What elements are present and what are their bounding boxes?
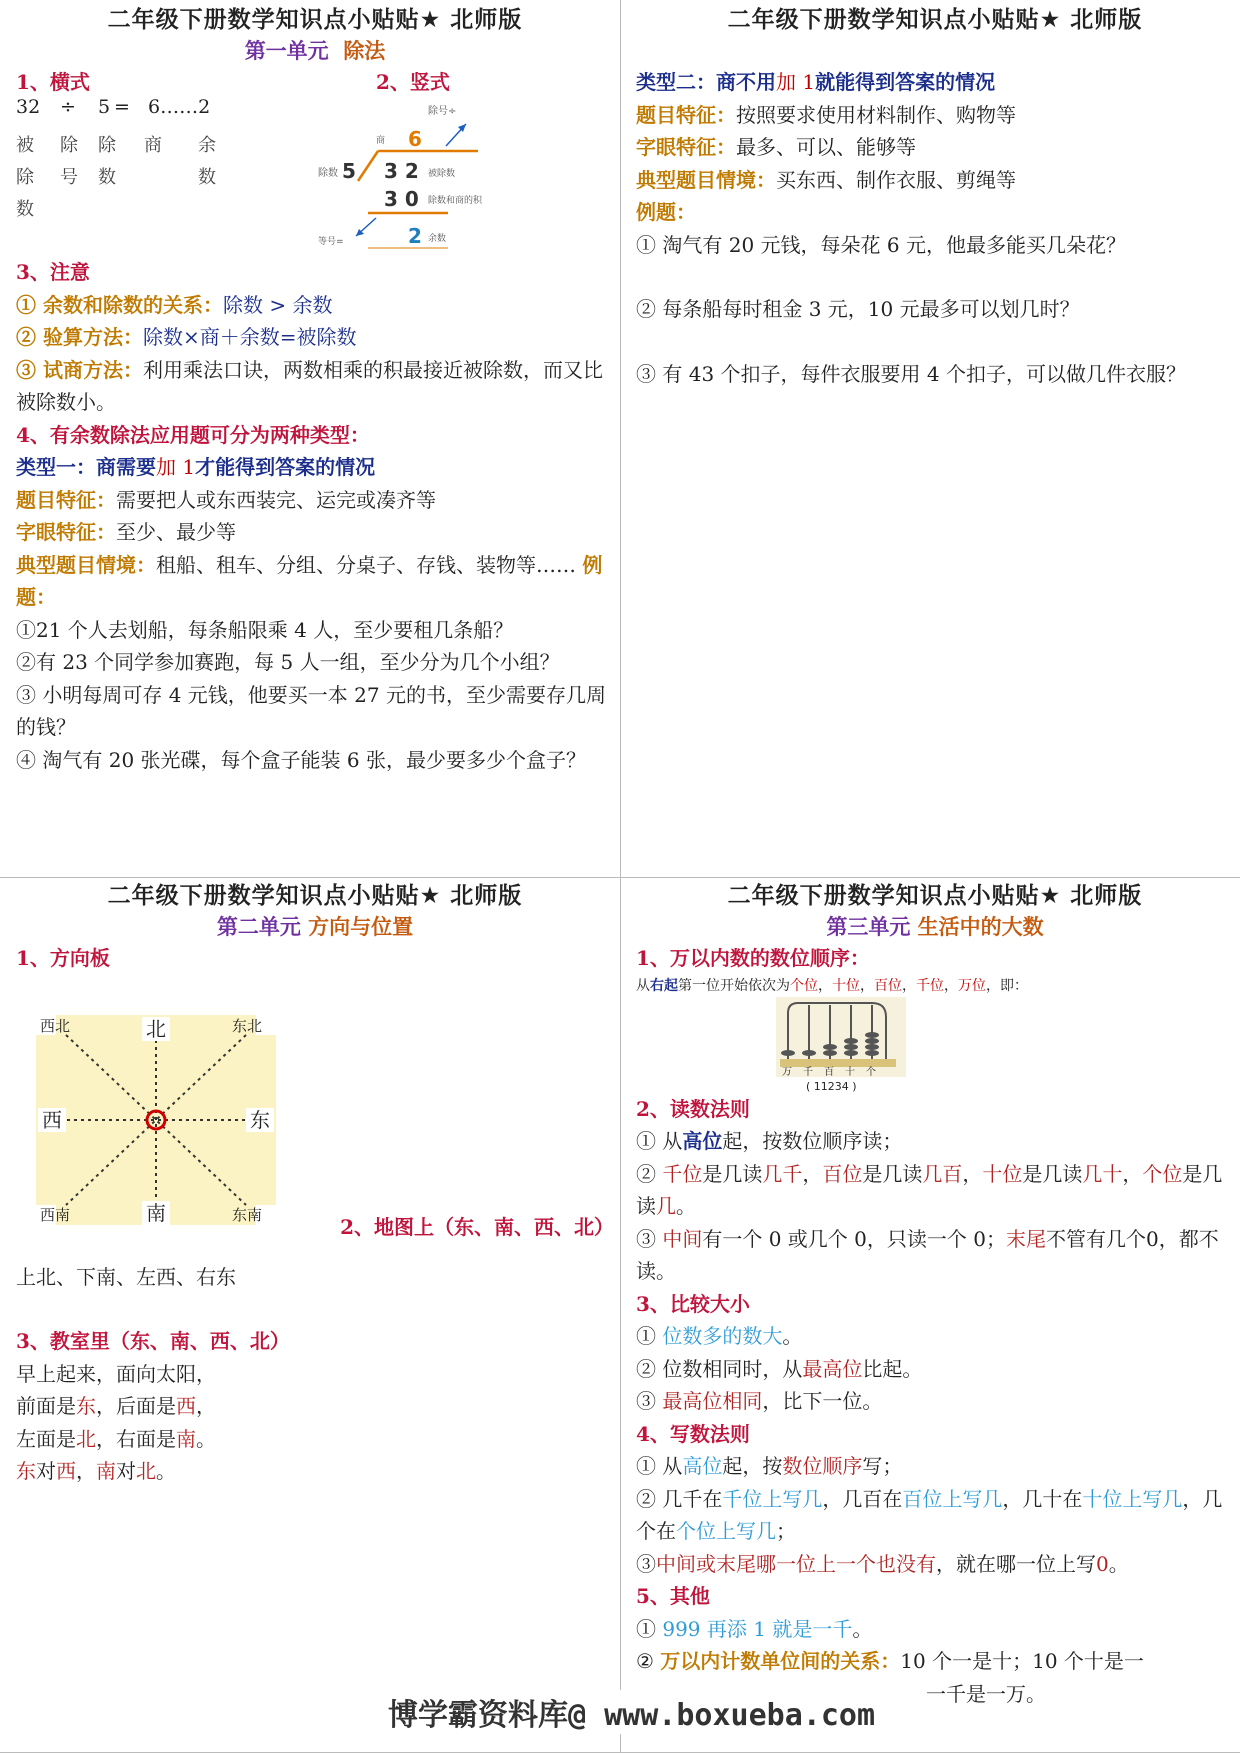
reading-rule-3: ③ 中间有一个 0 或几个 0，只读一个 0；末尾不管有几个0，都不读。 — [636, 1226, 1219, 1283]
section-direction-board: 1、方向板 — [16, 946, 110, 970]
classroom-line-4: 东对西，南对北。 — [16, 1459, 176, 1483]
writing-rule-2: ② 几千在千位上写几，几百在百位上写几，几十在十位上写几，几个在个位上写几； — [636, 1486, 1223, 1543]
north-label: 北 — [146, 1016, 166, 1041]
svg-text:商: 商 — [376, 136, 386, 146]
quadrant-unit-2 — [16, 880, 614, 1488]
abacus-number: ( 11234 ) — [806, 1079, 857, 1093]
compare-rule-2: ② 位数相同时，从最高位比起。 — [636, 1356, 923, 1381]
example-item: ④ 淘气有 20 张光碟，每个盒子能装 6 张，最少要多少个盒子？ — [16, 747, 586, 772]
writing-rule-3: ③中间或末尾哪一位上一个也没有，就在哪一位上写0。 — [636, 1551, 1129, 1576]
quadrant-unit-1 — [16, 4, 614, 776]
type-two-feature: 题目特征：按照要求使用材料制作、购物等 — [636, 102, 1016, 127]
unit-title: 第一单元 除法 — [244, 39, 386, 63]
quadrant-unit-3 — [636, 880, 1234, 1710]
classroom-line-2: 前面是东，后面是西， — [16, 1394, 216, 1418]
type-two-keywords: 字眼特征：最多、可以、能够等 — [636, 135, 916, 159]
svg-text:十: 十 — [845, 1066, 855, 1078]
section-map: 2、地图上（东、南、西、北） — [340, 1214, 614, 1239]
svg-text:除数和商的积: 除数和商的积 — [428, 196, 483, 206]
section-remainder-types: 4、有余数除法应用题可分为两种类型： — [16, 422, 370, 447]
type-two-title: 类型二：商不用加 1就能得到答案的情况 — [636, 70, 996, 94]
svg-text:万: 万 — [782, 1066, 792, 1078]
note-3: ③ 试商方法：利用乘法口诀，两数相乘的积最接近被除数，而又比被除数小。 — [16, 357, 603, 414]
example-item: ① 淘气有 20 元钱，每朵花 6 元，他最多能买几朵花？ — [636, 232, 1126, 257]
divisor-digit: 5 — [342, 159, 356, 183]
example-item: ③ 小明每周可存 4 元钱，他要买一本 27 元的书，至少需要存几周的钱？ — [16, 682, 606, 739]
example-item: ②有 23 个同学参加赛跑，每 5 人一组，至少分为几个小组？ — [16, 650, 560, 674]
northeast-label: 东北 — [232, 1016, 263, 1035]
section-notes: 3、注意 — [16, 260, 90, 284]
south-label: 南 — [146, 1200, 166, 1225]
other-rule-2: ② 万以内计数单位间的关系：10 个一是十；10 个十是一 — [636, 1649, 1144, 1673]
compare-rule-1: ① 位数多的数大。 — [636, 1324, 803, 1348]
section-writing-rules: 4、写数法则 — [636, 1421, 750, 1446]
remainder-digit: 2 — [408, 224, 422, 248]
section-horizontal: 1、横式 — [16, 70, 90, 94]
west-label: 西 — [42, 1107, 62, 1132]
svg-text:被除数: 被除数 — [428, 169, 456, 179]
abacus-diagram — [776, 997, 906, 1093]
page-header: 二年级下册数学知识点小贴贴★ 北师版 — [107, 7, 523, 33]
section-vertical: 2、竖式 — [376, 70, 450, 94]
compass-board — [16, 975, 614, 1255]
section-place-order: 1、万以内数的数位顺序： — [636, 946, 870, 970]
classroom-line-3: 左面是北，右面是南。 — [16, 1426, 216, 1451]
compare-rule-3: ③ 最高位相同，比下一位。 — [636, 1389, 883, 1413]
map-rule: 上北、下南、左西、右东 — [16, 1264, 236, 1289]
product-digits: 3 0 — [384, 187, 419, 211]
quadrant-unit-1-cont — [636, 4, 1234, 390]
svg-text:余数: 余数 — [428, 234, 447, 244]
svg-text:百: 百 — [824, 1066, 834, 1078]
note-2: ② 验算方法：除数×商＋余数=被除数 — [16, 325, 357, 349]
example-item: ①21 个人去划船，每条船限乘 4 人，至少要租几条船？ — [16, 617, 514, 642]
svg-text:除数: 除数 — [318, 168, 338, 179]
other-rule-1: ① 999 再添 1 就是一千。 — [636, 1616, 873, 1641]
type-one-keywords: 字眼特征：至少、最少等 — [16, 520, 236, 544]
horizontal-equation: 32 ÷ 5 = 6……2 — [16, 96, 211, 118]
horizontal-divider — [0, 877, 1240, 878]
unit-title: 第二单元 方向与位置 — [216, 915, 414, 939]
section-reading-rules: 2、读数法则 — [636, 1096, 750, 1121]
unit-title: 第三单元 生活中的大数 — [826, 915, 1044, 939]
place-order-text: 从右起第一位开始依次为个位，十位，百位，千位，万位，即： — [636, 977, 1028, 994]
dividend-digits: 3 2 — [384, 159, 419, 183]
northwest-label: 西北 — [40, 1016, 71, 1035]
writing-rule-1: ① 从高位起，按数位顺序写； — [636, 1454, 903, 1478]
type-one-feature: 题目特征：需要把人或东西装完、运完或凑齐等 — [16, 487, 436, 512]
classroom-line-1: 早上起来，面向太阳， — [16, 1361, 216, 1386]
compass-diagram — [36, 1015, 276, 1225]
reading-rule-1: ① 从高位起，按数位顺序读； — [636, 1129, 903, 1153]
section-compare: 3、比较大小 — [636, 1291, 750, 1316]
other-rule-2-cont: 一千是一万。 — [926, 1681, 1046, 1706]
type-one-scenarios: 典型题目情境：租船、租车、分组、分桌子、存钱、装物等…… 例题： — [16, 552, 603, 609]
east-label: 东 — [250, 1107, 270, 1132]
page-header: 二年级下册数学知识点小贴贴★ 北师版 — [727, 7, 1143, 33]
page-header: 二年级下册数学知识点小贴贴★ 北师版 — [727, 883, 1143, 909]
southeast-label: 东南 — [232, 1205, 263, 1224]
page-header: 二年级下册数学知识点小贴贴★ 北师版 — [107, 883, 523, 909]
watermark: 博学霸资料库@ www.boxueba.com — [380, 1690, 883, 1734]
long-division-diagram — [318, 96, 568, 248]
section-classroom: 3、教室里（东、南、西、北） — [16, 1329, 290, 1353]
example-item: ② 每条船每时租金 3 元，10 元最多可以划几时？ — [636, 297, 1080, 321]
note-1: ① 余数和除数的关系：除数 > 余数 — [16, 292, 333, 317]
section-other: 5、其他 — [636, 1584, 710, 1608]
division-forms: 1、横式 2、竖式 32 ÷ 5 = 6……2 被 除 数 除 号 除 数 商 余 数 除号÷ 商 6 除数 5 3 2 被除数 3 0 除数和商的积 等号= 2 余数 — [16, 66, 614, 256]
svg-text:个: 个 — [866, 1066, 876, 1078]
svg-text:等号=: 等号= — [318, 237, 344, 247]
type-two-scenarios: 典型题目情境：买东西、制作衣服、剪绳等 — [636, 167, 1016, 192]
sign-label: 除号÷ — [428, 106, 457, 117]
type-one-title: 类型一：商需要加 1才能得到答案的情况 — [16, 455, 376, 479]
example-item: ③ 有 43 个扣子，每件衣服要用 4 个扣子，可以做几件衣服？ — [636, 361, 1186, 386]
quotient-digit: 6 — [408, 127, 422, 151]
reading-rule-2: ② 千位是几读几千，百位是几读几百，十位是几读几十，个位是几读几。 — [636, 1161, 1223, 1218]
southwest-label: 西南 — [40, 1205, 71, 1224]
svg-text:千: 千 — [803, 1066, 813, 1078]
abacus-area — [636, 997, 1234, 1093]
examples-heading: 例题： — [636, 200, 696, 224]
